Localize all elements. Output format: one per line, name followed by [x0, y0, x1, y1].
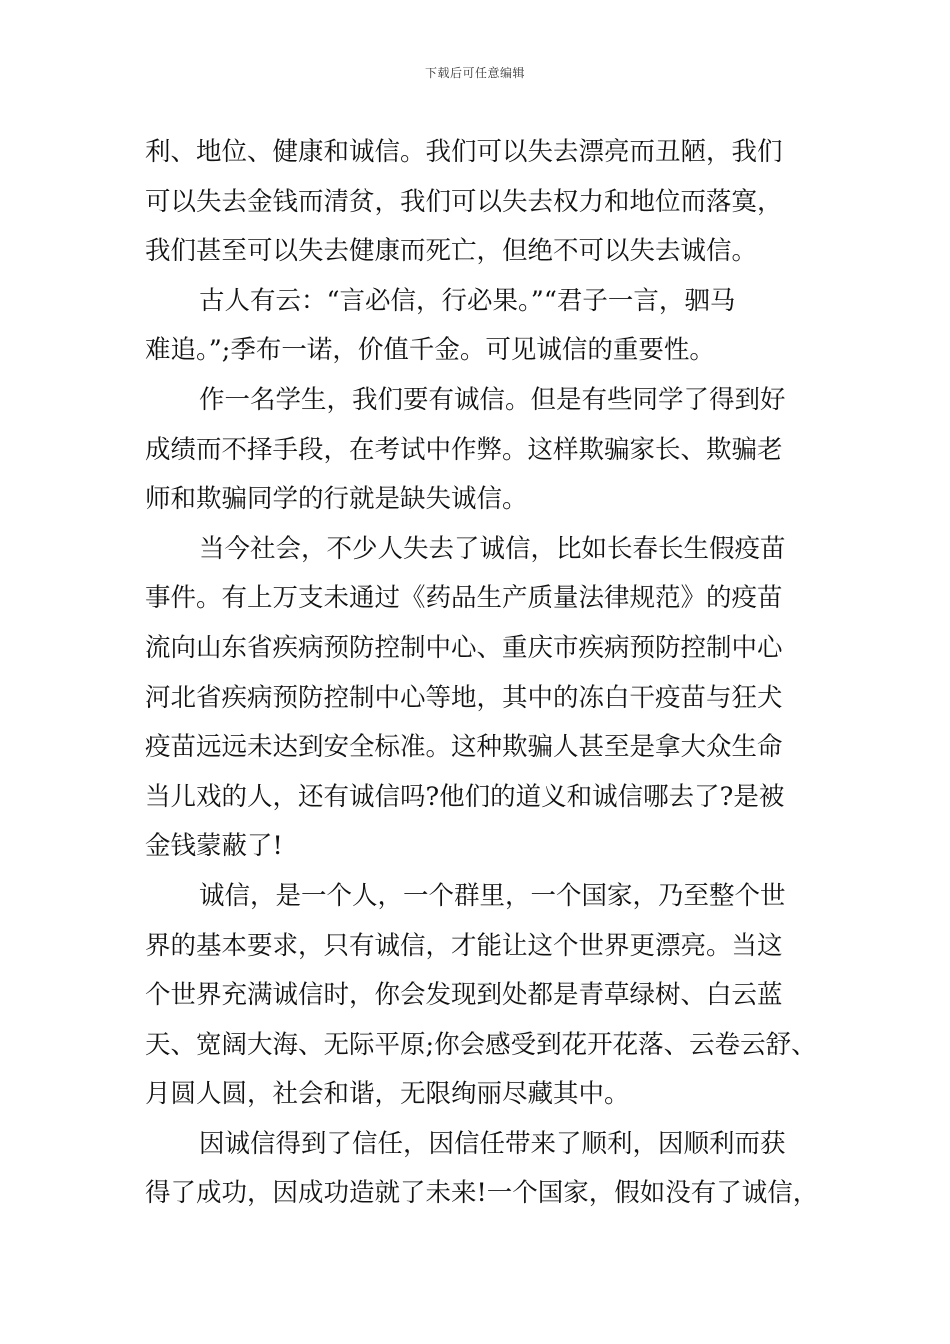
text-line: 月圆人圆，社会和谐，无限绚丽尽藏其中。 — [145, 1079, 630, 1110]
paragraph-first-line: 当今社会，不少人失去了诚信，比如长春长生假疫苗 — [199, 533, 786, 564]
paragraph-first-line: 古人有云：“言必信，行必果。”“君子一言，驷马 — [199, 285, 736, 316]
page-header: 下载后可任意编辑 — [424, 66, 525, 80]
text-line: 成绩而不择手段，在考试中作弊。这样欺骗家长、欺骗老 — [145, 434, 783, 465]
text-line: 难追。”;季布一诺，价值千金。可见诚信的重要性。 — [145, 335, 715, 366]
text-line: 疫苗远远未达到安全标准。这种欺骗人甚至是拿大众生命 — [145, 732, 783, 763]
paragraph-first-line: 因诚信得到了信任，因信任带来了顺利，因顺利而获 — [199, 1128, 786, 1159]
document-body — [145, 128, 819, 1219]
text-line: 天、宽阔大海、无际平原;你会感受到花开花落、云卷云舒、 — [145, 1029, 817, 1060]
text-line: 个世界充满诚信时，你会发现到处都是青草绿树、白云蓝 — [145, 980, 783, 1011]
text-line: 当儿戏的人，还有诚信吗?他们的道义和诚信哪去了?是被 — [145, 781, 785, 812]
text-line: 我们甚至可以失去健康而死亡，但绝不可以失去诚信。 — [145, 236, 758, 267]
text-line: 师和欺骗同学的行就是缺失诚信。 — [145, 484, 528, 515]
text-line: 可以失去金钱而清贫，我们可以失去权力和地位而落寞， — [145, 186, 783, 217]
text-line: 金钱蒙蔽了! — [145, 831, 283, 862]
paragraph-first-line: 作一名学生，我们要有诚信。但是有些同学了得到好 — [199, 384, 786, 415]
text-line: 事件。有上万支未通过《药品生产质量法律规范》的疫苗 — [145, 583, 783, 614]
text-line: 流向山东省疾病预防控制中心、重庆市疾病预防控制中心 — [145, 632, 783, 663]
text-line: 利、地位、健康和诚信。我们可以失去漂亮而丑陋，我们 — [145, 137, 783, 167]
text-line: 河北省疾病预防控制中心等地，其中的冻白干疫苗与狂犬 — [145, 682, 783, 713]
text-line: 得了成功，因成功造就了未来!一个国家，假如没有了诚信， — [145, 1178, 819, 1209]
paragraph-first-line: 诚信，是一个人，一个群里，一个国家，乃至整个世 — [199, 880, 786, 911]
text-line: 界的基本要求，只有诚信，才能让这个世界更漂亮。当这 — [145, 930, 783, 961]
